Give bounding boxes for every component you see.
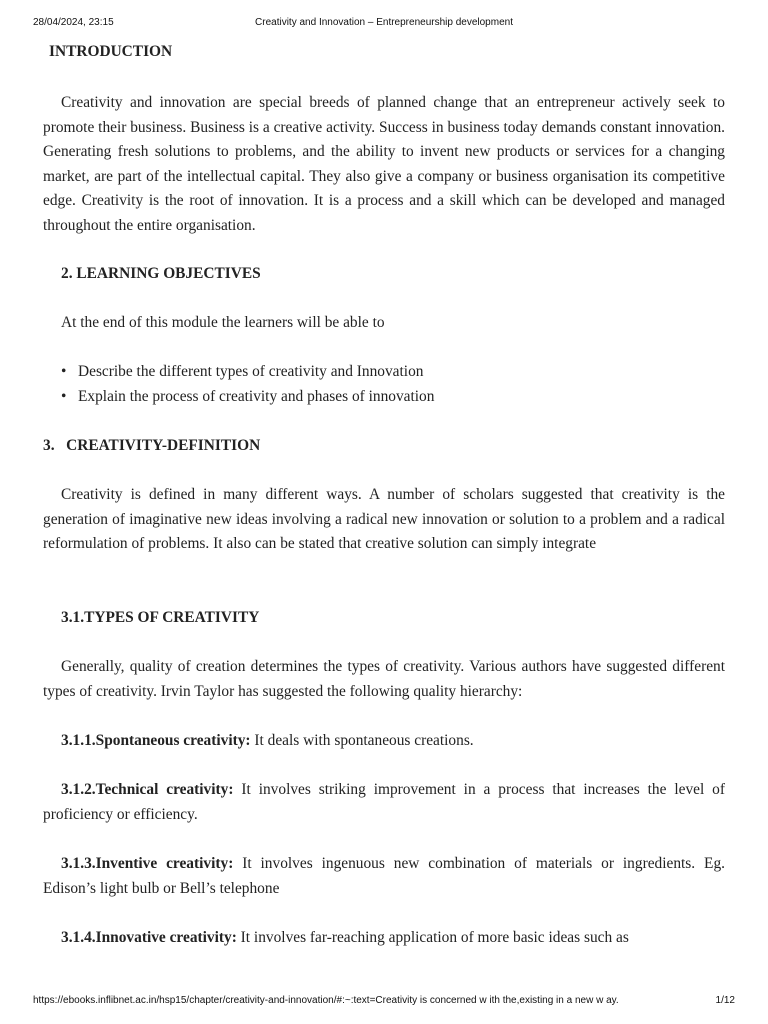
creativity-type-term: 3.1.4.Innovative creativity: [61,929,237,946]
creativity-type-desc: It involves striking improvement in a process that increases the level of proficiency or efficiency. [43,781,725,823]
print-footer [33,995,735,1009]
list-item-text: Explain the process of creativity and phases of innovation [78,387,435,405]
introduction-heading: INTRODUCTION [49,43,173,60]
creativity-definition-paragraph: Creativity is defined in many different ways. A number of scholars suggested that creativity is the generation of imaginative new ideas involving a radical new innovation or solution to a problem and a radical reformulation of problems. It also can be stated that creative solution can simply integrate [43,486,725,553]
learning-objectives-heading: 2. LEARNING OBJECTIVES [61,265,261,282]
bullet-icon: • [61,387,67,405]
creativity-type-item [43,926,725,951]
introduction-paragraph: Creativity and innovation are special breeds of planned change that an entrepreneur actively seek to promote their business. Business is a creative activity. Success in business today demands constant innovation. Generating fresh solutions to problems, and the ability to invent new products or services for a changing market, are part of the intellectual capital. They also give a company or business organisation its competitive edge. Creativity is the root of innovation. It is a process and a skill which can be developed and managed throughout the entire organisation. [43,94,725,234]
creativity-type-item [43,852,725,901]
list-item [61,360,434,385]
creativity-definition-heading: 3. CREATIVITY-DEFINITION [43,437,261,454]
bullet-icon: • [61,363,67,380]
print-header [33,17,735,31]
creativity-type-desc: It involves ingenuous new combination of materials or ingredients. Eg. Edison’s light bulb or Bell’s telephone [43,855,725,897]
creativity-type-term: 3.1.3.Inventive creativity: [61,855,234,872]
list-item-text: Describe the different types of creativity and Innovation [78,363,424,380]
page-number: 1/12 [715,995,735,1006]
learning-objectives-list [61,360,434,409]
creativity-type-term: 3.1.2.Technical creativity: [61,781,234,798]
print-datetime: 28/04/2024, 23:15 [33,17,114,28]
print-title: Creativity and Innovation – Entrepreneurship development [255,17,513,28]
creativity-type-item [43,778,725,827]
creativity-type-desc: It involves far-reaching application of more basic ideas such as [236,929,629,946]
types-of-creativity-heading: 3.1.TYPES OF CREATIVITY [61,609,260,626]
creativity-type-term: 3.1.1.Spontaneous creativity: [61,732,251,749]
types-of-creativity-paragraph: Generally, quality of creation determines the types of creativity. Various authors have suggested different types of creativity. Irvin Taylor has suggested the following quality hierarchy: [43,658,725,700]
print-url: https://ebooks.inflibnet.ac.in/hsp15/chapter/creativity-and-innovation/#:~:text=Creativity is concerned w ith the,existing in a new w ay. [33,995,619,1006]
creativity-type-desc: It deals with spontaneous creations. [250,732,474,749]
list-item [61,385,434,410]
creativity-type-item [43,729,725,754]
learning-objectives-intro: At the end of this module the learners will be able to [61,314,385,331]
